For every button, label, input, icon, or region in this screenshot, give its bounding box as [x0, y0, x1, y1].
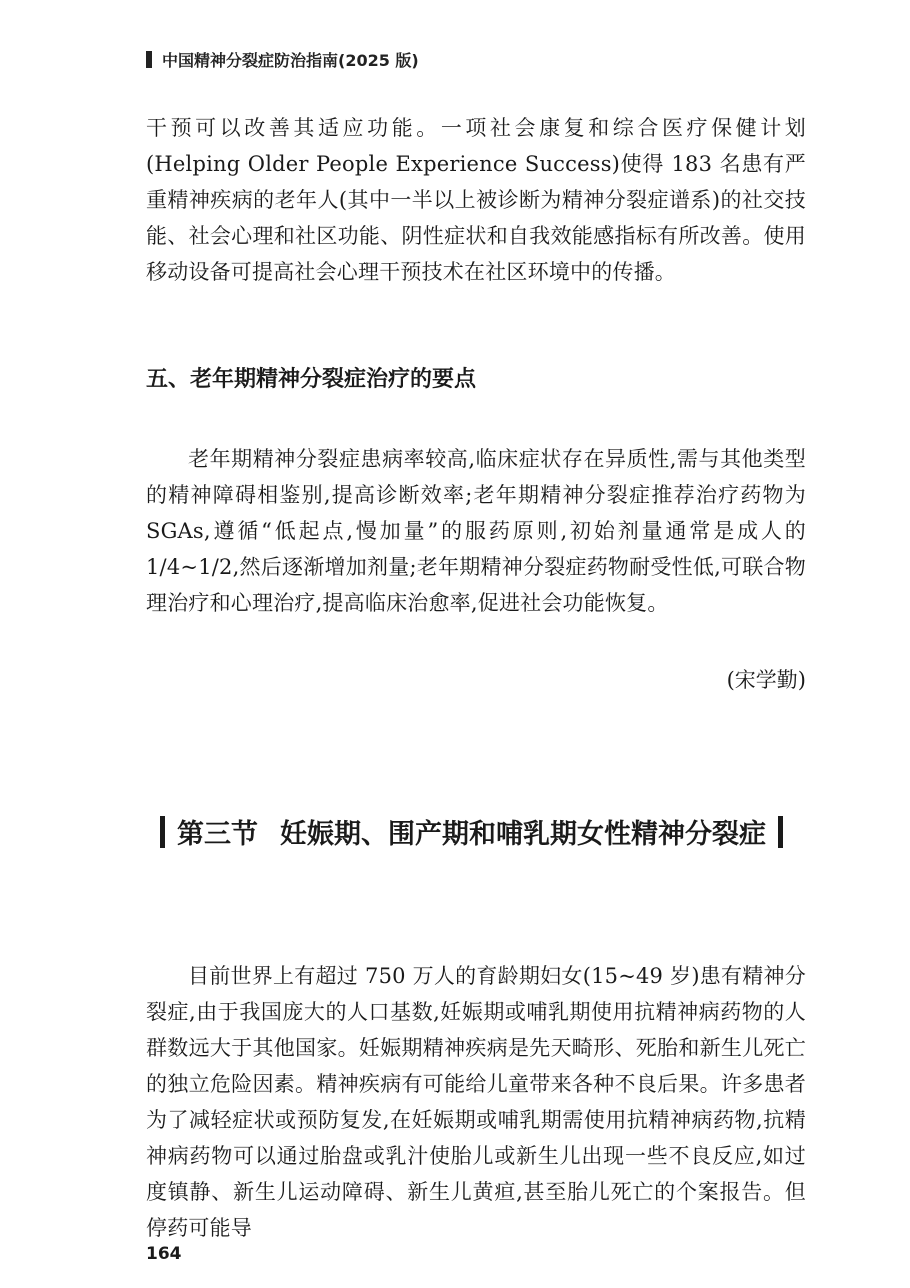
- paragraph-pregnancy-intro: 目前世界上有超过 750 万人的育龄期妇女(15~49 岁)患有精神分裂症,由于我国庞大的人口基数,妊娠期或哺乳期使用抗精神病药物的人群数远大于其他国家。妊娠期精神疾病是先天畸形、死胎和新生儿死亡的独立危险因素。精神疾病有可能给儿童带来各种不良后果。许多患者为了减轻症状或预防复发,在妊娠期或哺乳期需使用抗精神病药物,抗精神病药物可以通过胎盘或乳汁使胎儿或新生儿出现一些不良反应,如过度镇静、新生儿运动障碍、新生儿黄疸,甚至胎儿死亡的个案报告。但停药可能导: [146, 964, 806, 1240]
- running-title: 中国精神分裂症防治指南(2025 版): [162, 51, 419, 70]
- running-header: [146, 48, 419, 71]
- section-heading: 五、老年期精神分裂症治疗的要点: [146, 367, 477, 392]
- chapter-number: 第三节: [177, 819, 258, 850]
- page-number: 164: [146, 1244, 182, 1264]
- author-attribution: (宋学勤): [726, 668, 806, 692]
- paragraph-elderly-points: 老年期精神分裂症患病率较高,临床症状存在异质性,需与其他类型的精神障碍相鉴别,提高诊断效率;老年期精神分裂症推荐治疗药物为 SGAs,遵循“低起点,慢加量”的服药原则,初始剂量通常是成人的 1/4~1/2,然后逐渐增加剂量;老年期精神分裂症药物耐受性低,可联合物理治疗和心理治疗,提高临床治愈率,促进社会功能恢复。: [146, 447, 806, 615]
- paragraph-intro: 干预可以改善其适应功能。一项社会康复和综合医疗保健计划(Helping Older People Experience Success)使得 183 名患有严重精神疾病的老年人(其中一半以上被诊断为精神分裂症谱系)的社交技能、社会心理和社区功能、阴性症状和自我效能感指标有所改善。使用移动设备可提高社会心理干预技术在社区环境中的传播。: [146, 116, 806, 284]
- heading-bar-right: [778, 816, 783, 848]
- header-marker-icon: [146, 51, 152, 68]
- heading-bar-left: [160, 816, 165, 848]
- chapter-title: 妊娠期、围产期和哺乳期女性精神分裂症: [280, 819, 766, 850]
- chapter-heading: [160, 812, 783, 851]
